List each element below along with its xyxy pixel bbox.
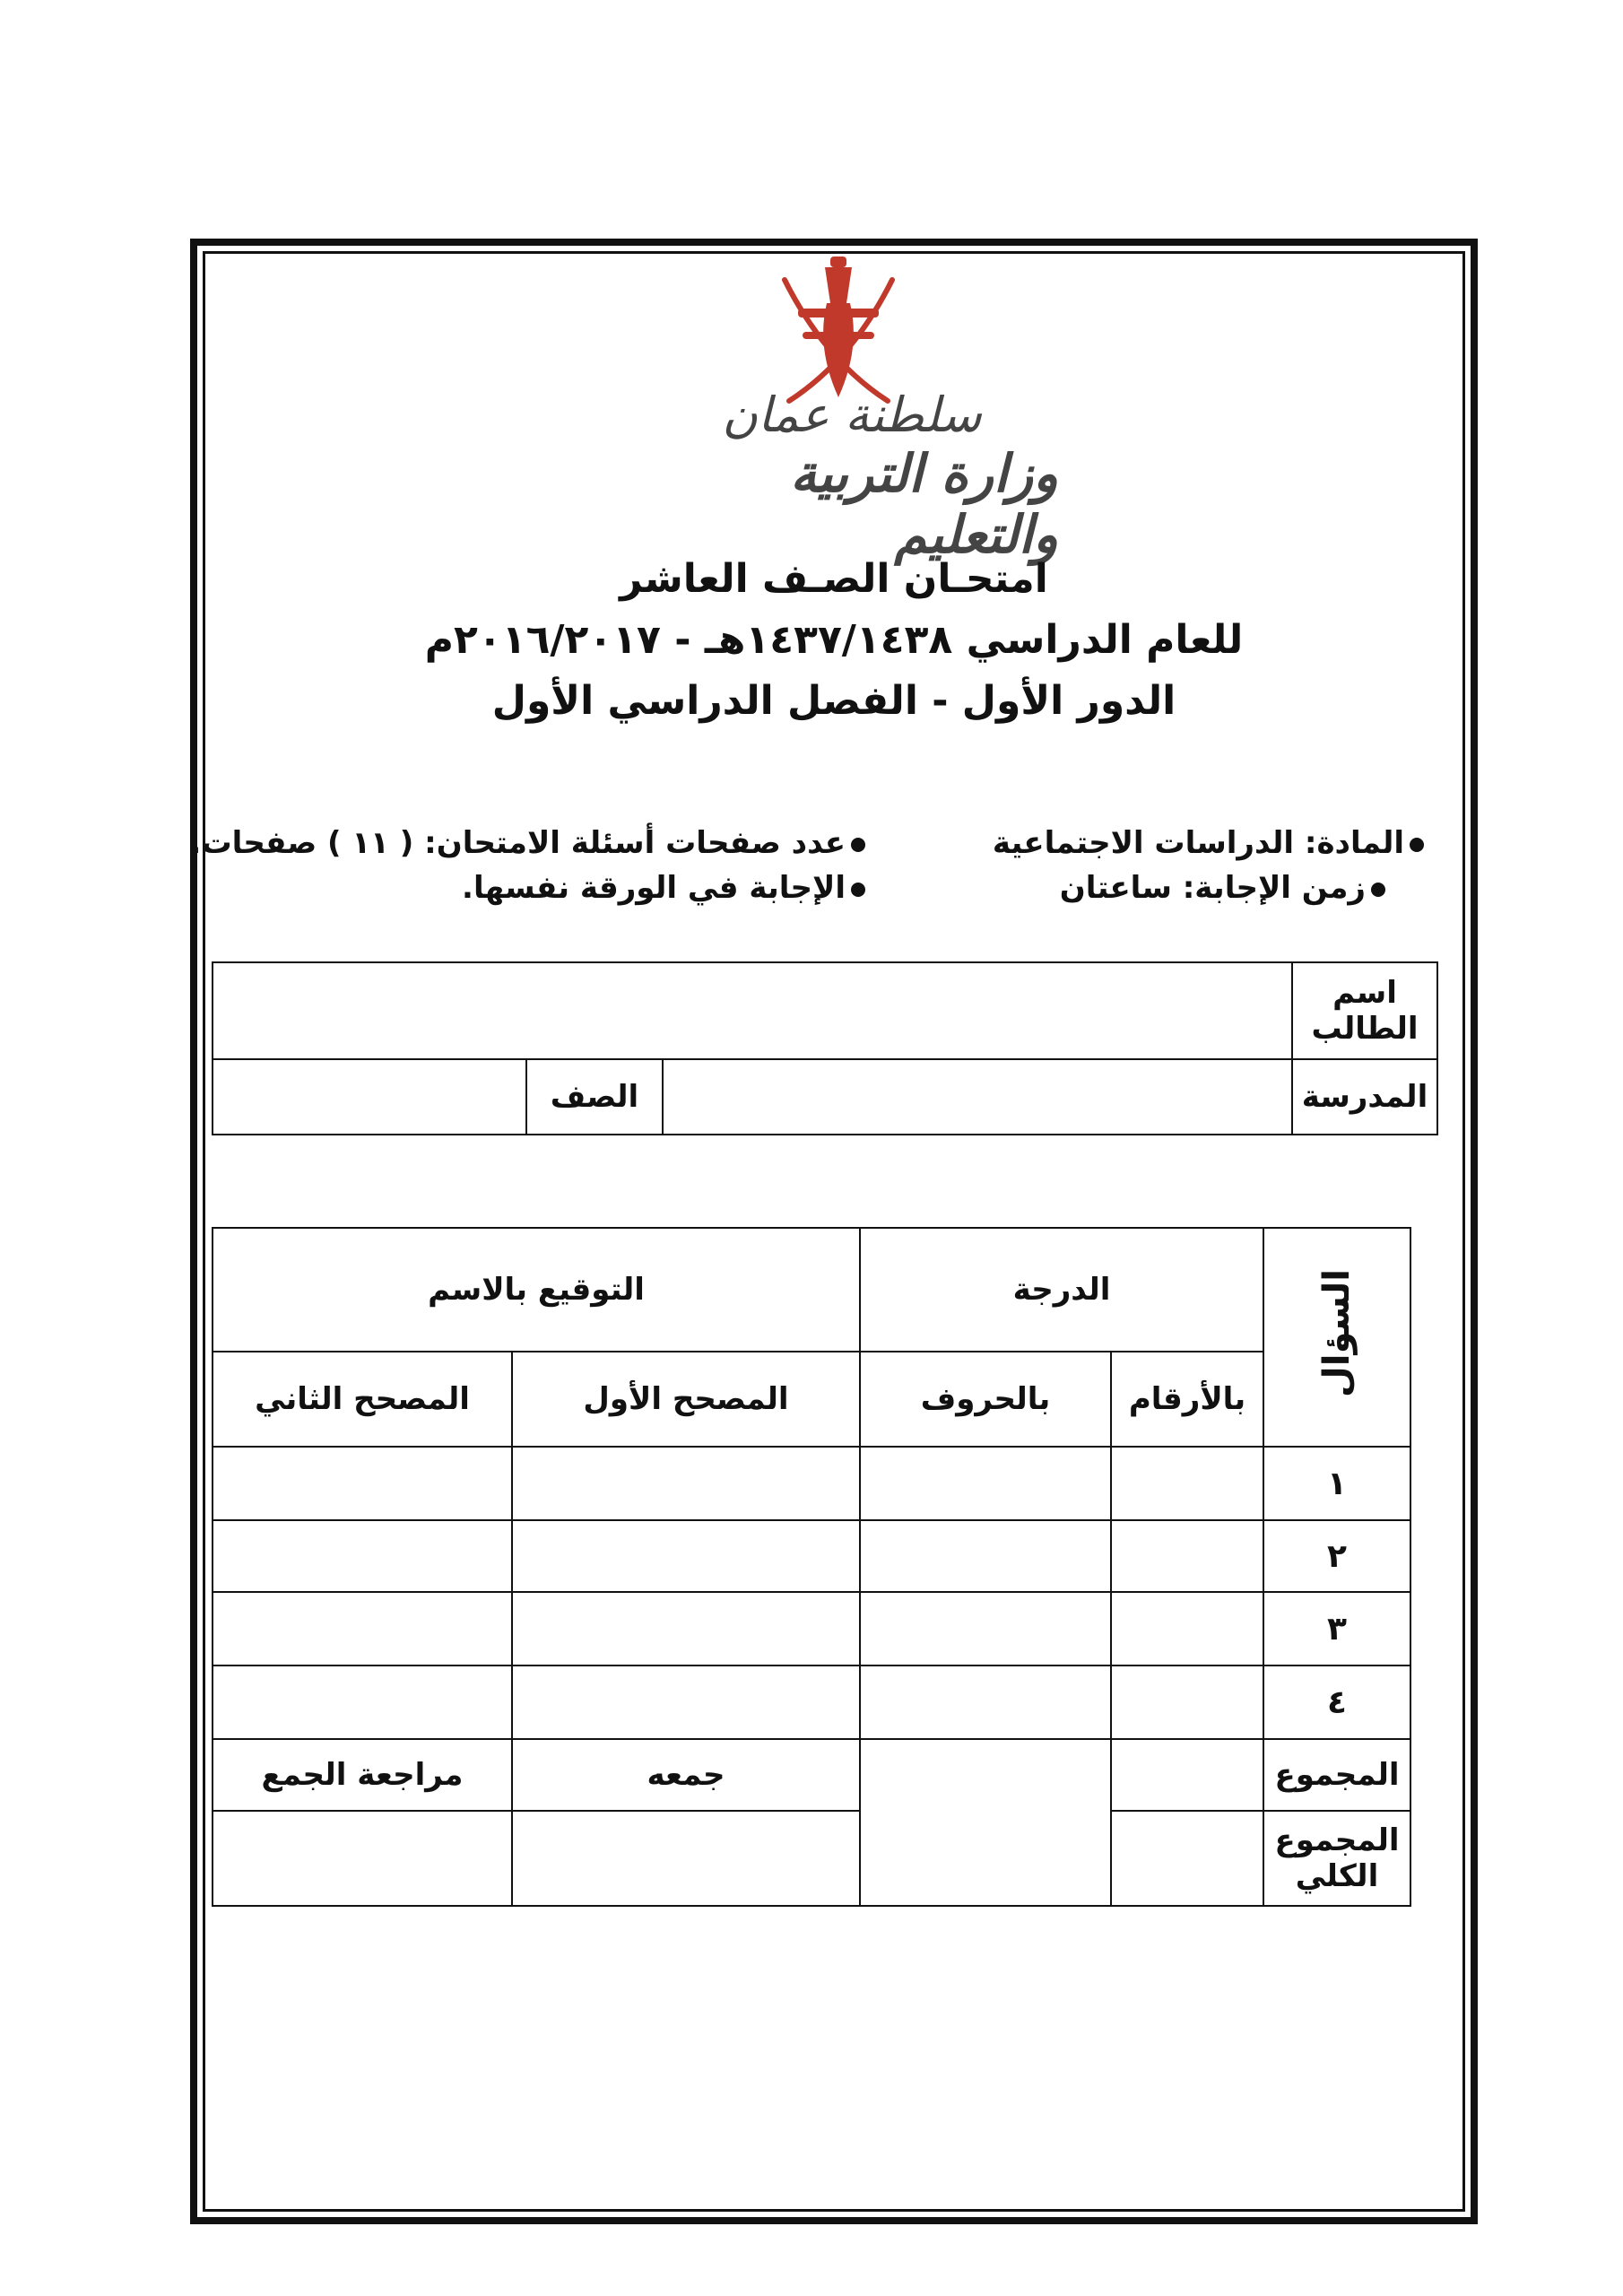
- total-digits-cell[interactable]: [1111, 1739, 1263, 1811]
- grade-letters-cell[interactable]: [860, 1447, 1111, 1520]
- grade-letters-cell[interactable]: [860, 1592, 1111, 1665]
- second-corrector-cell[interactable]: [213, 1665, 512, 1739]
- academic-year: للعام الدراسي ١٤٣٧/١٤٣٨هـ - ٢٠١٦/٢٠١٧م: [424, 617, 1244, 663]
- grade-digits-cell[interactable]: [1111, 1447, 1263, 1520]
- ministry-line2: وزارة التربية والتعليم: [790, 442, 1058, 565]
- exam-title: امتحـان الصـف العاشر: [620, 556, 1048, 602]
- info-answer-note: [462, 870, 865, 906]
- class-field[interactable]: [213, 1059, 526, 1135]
- info-pages: [190, 825, 865, 861]
- question-number: ٤: [1263, 1665, 1410, 1739]
- second-corrector-cell[interactable]: [213, 1592, 512, 1665]
- letters-header: بالحروف: [860, 1352, 1111, 1447]
- grades-table: [212, 1227, 1411, 1907]
- summed-by-label: جمعه: [512, 1739, 860, 1811]
- subject-text: المادة: الدراسات الاجتماعية: [992, 825, 1404, 861]
- school-field[interactable]: [663, 1059, 1292, 1135]
- info-subject: [993, 825, 1424, 861]
- first-corrector-cell[interactable]: [512, 1447, 860, 1520]
- exam-round: الدور الأول - الفصل الدراسي الأول: [491, 678, 1176, 724]
- ministry-logo-text: [646, 386, 1058, 565]
- bullet-icon: [1410, 838, 1424, 852]
- total-label: المجموع: [1263, 1739, 1410, 1811]
- grade-digits-cell[interactable]: [1111, 1592, 1263, 1665]
- student-name-label: اسم الطالب: [1292, 962, 1437, 1059]
- school-label: المدرسة: [1292, 1059, 1437, 1135]
- digits-header: بالأرقام: [1111, 1352, 1263, 1447]
- bullet-icon: [1371, 883, 1385, 897]
- bullet-icon: [851, 838, 865, 852]
- bullet-icon: [851, 883, 865, 897]
- grade-digits-cell[interactable]: [1111, 1665, 1263, 1739]
- grade-letters-cell[interactable]: [860, 1520, 1111, 1592]
- review-label: مراجعة الجمع: [213, 1739, 512, 1811]
- info-time: [1060, 870, 1385, 906]
- second-corrector-header: المصحح الثاني: [213, 1352, 512, 1447]
- signature-header: التوقيع بالاسم: [213, 1228, 860, 1352]
- class-label: الصف: [526, 1059, 663, 1135]
- grand-total-label: المجموع الكلي: [1263, 1811, 1410, 1906]
- first-corrector-cell[interactable]: [512, 1592, 860, 1665]
- total-letters-cell[interactable]: [860, 1739, 1111, 1906]
- oman-emblem-icon: [762, 253, 915, 405]
- grade-header: الدرجة: [860, 1228, 1263, 1352]
- grand-total-digits-cell[interactable]: [1111, 1811, 1263, 1906]
- question-number: ٢: [1263, 1520, 1410, 1592]
- review-signature-cell[interactable]: [213, 1811, 512, 1906]
- question-header: [1263, 1228, 1410, 1447]
- pages-text: عدد صفحات أسئلة الامتحان: ( ١١ ) صفحات.: [189, 825, 846, 861]
- student-name-field[interactable]: [213, 962, 1292, 1059]
- grade-letters-cell[interactable]: [860, 1665, 1111, 1739]
- time-text: زمن الإجابة: ساعتان: [1059, 870, 1366, 906]
- student-info-table: [212, 961, 1438, 1135]
- second-corrector-cell[interactable]: [213, 1520, 512, 1592]
- question-number: ١: [1263, 1447, 1410, 1520]
- question-number: ٣: [1263, 1592, 1410, 1665]
- grade-digits-cell[interactable]: [1111, 1520, 1263, 1592]
- summed-by-signature-cell[interactable]: [512, 1811, 860, 1906]
- answer-note-text: الإجابة في الورقة نفسها.: [462, 870, 846, 906]
- first-corrector-cell[interactable]: [512, 1520, 860, 1592]
- first-corrector-header: المصحح الأول: [512, 1352, 860, 1447]
- ministry-line1: سلطنة عمان: [722, 386, 982, 443]
- question-label: السؤال: [1316, 1269, 1358, 1397]
- first-corrector-cell[interactable]: [512, 1665, 860, 1739]
- second-corrector-cell[interactable]: [213, 1447, 512, 1520]
